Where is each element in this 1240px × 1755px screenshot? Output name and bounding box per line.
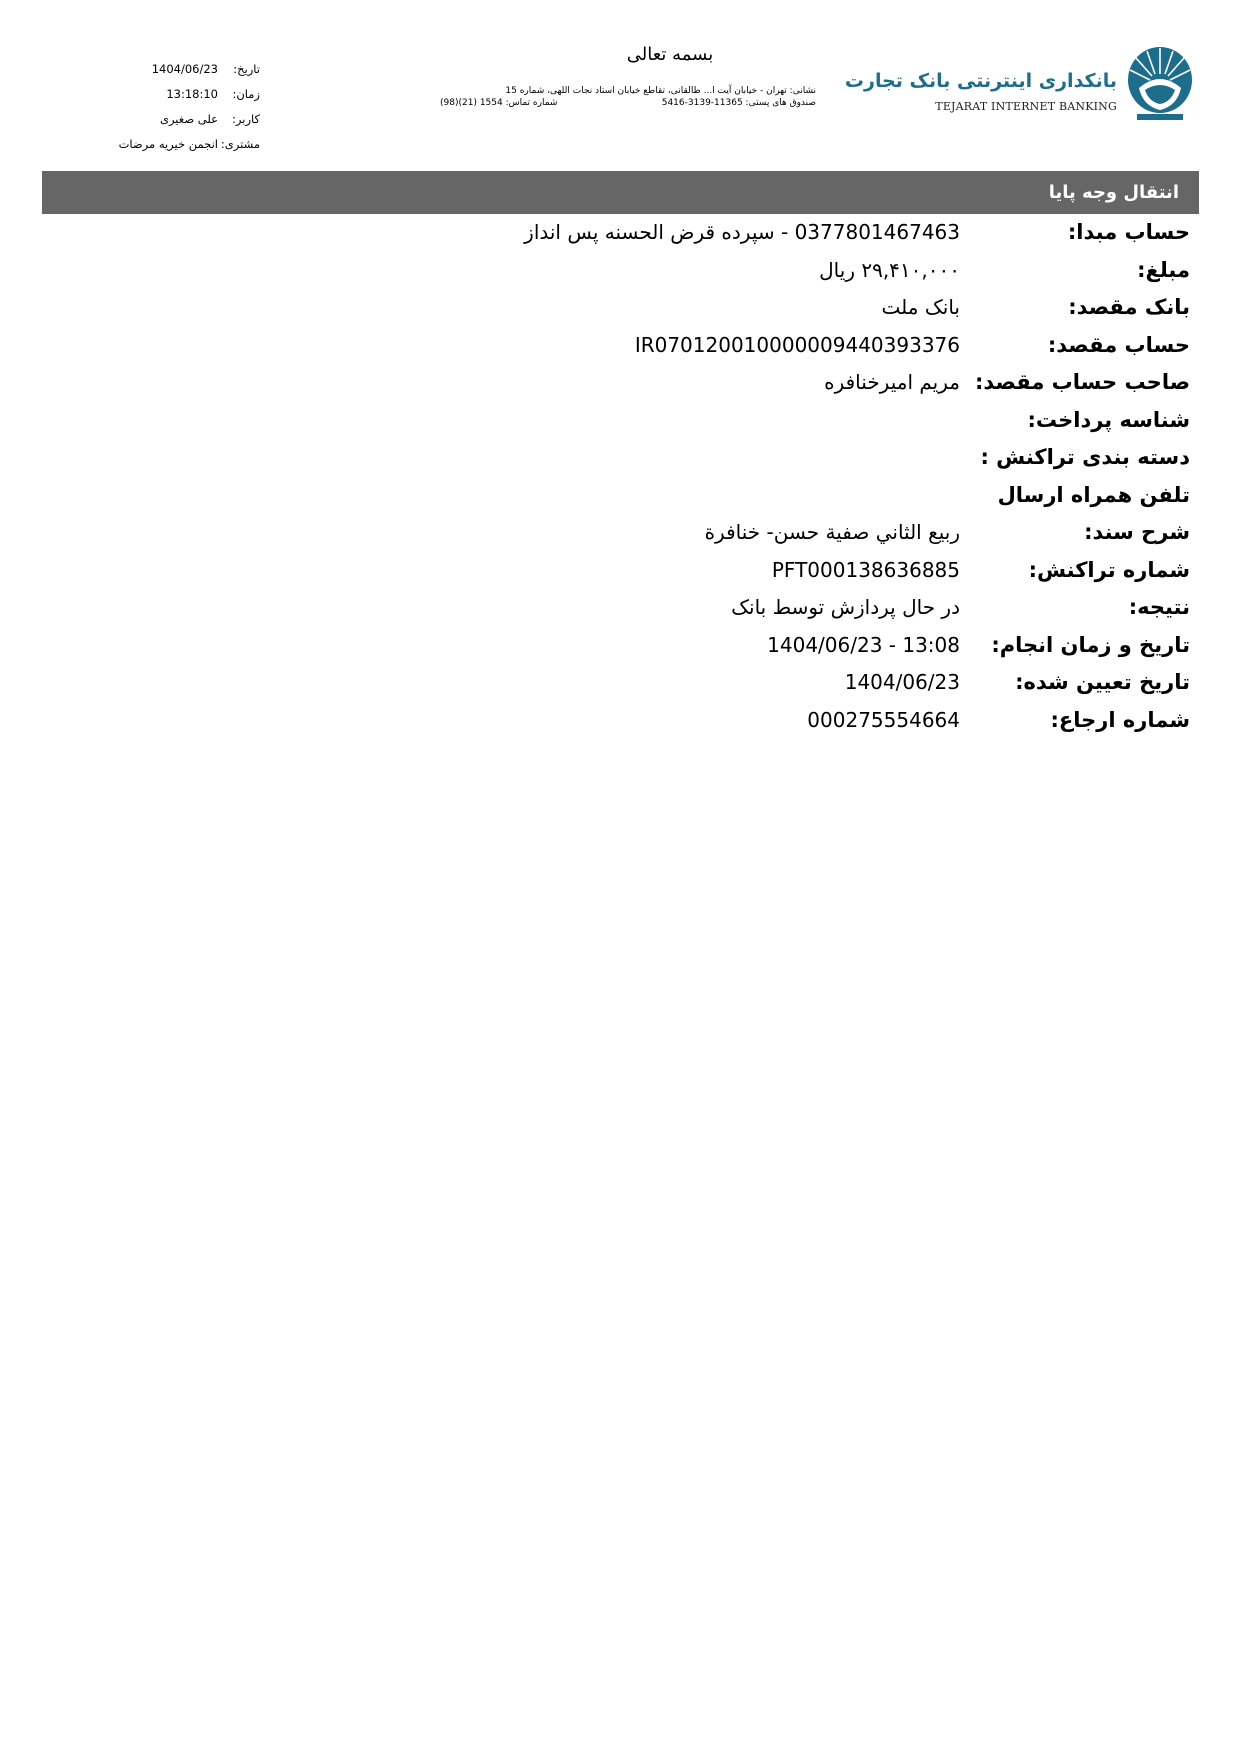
detail-label: شرح سند:: [1084, 520, 1190, 544]
meta-info: [100, 62, 260, 162]
date-label: تاریخ:: [233, 62, 260, 76]
time-value: 13:18:10: [166, 87, 218, 101]
detail-label: مبلغ:: [1137, 257, 1190, 282]
detail-label: تاریخ تعیین شده:: [1015, 670, 1190, 694]
detail-row-result: [42, 591, 1190, 629]
date-value: 1404/06/23: [151, 62, 218, 76]
detail-row-mobile: [42, 479, 1190, 517]
transaction-details: [42, 216, 1190, 741]
detail-value: مریم امیرخنافره: [824, 370, 960, 394]
detail-row-execution-datetime: [42, 629, 1190, 667]
detail-value: PFT000138636885: [771, 557, 960, 582]
detail-label: صاحب حساب مقصد:: [975, 370, 1190, 394]
bank-logo: [844, 44, 1195, 124]
detail-row-account-holder: [42, 366, 1190, 404]
detail-label: بانک مقصد:: [1068, 295, 1190, 319]
meta-user-row: [100, 112, 260, 137]
detail-value: در حال پردازش توسط بانک: [731, 595, 960, 619]
detail-row-scheduled-date: [42, 666, 1190, 704]
detail-row-destination-account: [42, 329, 1190, 367]
detail-value: IR070120010000009440393376: [634, 332, 960, 357]
detail-label: تاریخ و زمان انجام:: [991, 632, 1190, 657]
detail-label: حساب مبدا:: [1067, 220, 1190, 244]
customer-value: انجمن خیریه مرضات: [118, 137, 218, 151]
detail-row-amount: [42, 254, 1190, 292]
detail-label: نتیجه:: [1128, 595, 1190, 619]
detail-value: 0377801467463 - سپرده قرض الحسنه پس انداز: [524, 220, 960, 244]
bank-name-en: TEJARAT INTERNET BANKING: [935, 100, 1117, 113]
title-bar: [42, 171, 1199, 214]
detail-row-source-account: [42, 216, 1190, 254]
user-label: کاربر:: [232, 112, 260, 126]
detail-value: 000275554664: [807, 707, 960, 732]
detail-row-payment-id: [42, 404, 1190, 442]
detail-value: ربيع الثاني صفية حسن- خنافرة: [704, 520, 960, 544]
detail-row-transaction-category: [42, 441, 1190, 479]
detail-label: شماره ارجاع:: [1050, 707, 1190, 732]
detail-value: 1404/06/23: [844, 670, 960, 694]
detail-label: حساب مقصد:: [1047, 332, 1190, 357]
detail-row-transaction-number: [42, 554, 1190, 592]
po-box-line: [440, 98, 816, 108]
detail-label: شماره تراکنش:: [1028, 557, 1190, 582]
detail-row-reference-number: [42, 704, 1190, 742]
detail-value: ۲۹,۴۱۰,۰۰۰ ریال: [819, 257, 960, 282]
customer-label: مشتری:: [220, 137, 260, 151]
bank-emblem-icon: [1125, 44, 1195, 122]
detail-label: شناسه پرداخت:: [1027, 407, 1190, 432]
basmala: بسمه تعالی: [626, 44, 714, 65]
detail-label: دسته بندی تراکنش :: [980, 445, 1190, 469]
detail-row-description: [42, 516, 1190, 554]
detail-label: تلفن همراه ارسال: [997, 482, 1190, 507]
po-box: صندوق های پستی: 11365-3139-5416: [661, 98, 816, 108]
user-value: علی صغیری: [159, 112, 218, 126]
meta-date-row: [100, 62, 260, 87]
meta-time-row: [100, 87, 260, 112]
page-title: انتقال وجه پایا: [1048, 182, 1179, 203]
address-line: نشانی: تهران - خیابان آیت ا... طالقانی، تقاطع خیابان استاد نجات اللهی، شماره 15: [505, 86, 816, 96]
contact-number: شماره تماس: 1554 (21)(98): [440, 98, 558, 108]
meta-customer-row: [100, 137, 260, 162]
detail-value: بانک ملت: [881, 295, 960, 319]
time-label: زمان:: [232, 87, 260, 101]
bank-name-fa: بانکداری اینترنتی بانک تجارت: [844, 70, 1117, 92]
detail-value: 1404/06/23 - 13:08: [767, 632, 960, 657]
detail-row-destination-bank: [42, 291, 1190, 329]
